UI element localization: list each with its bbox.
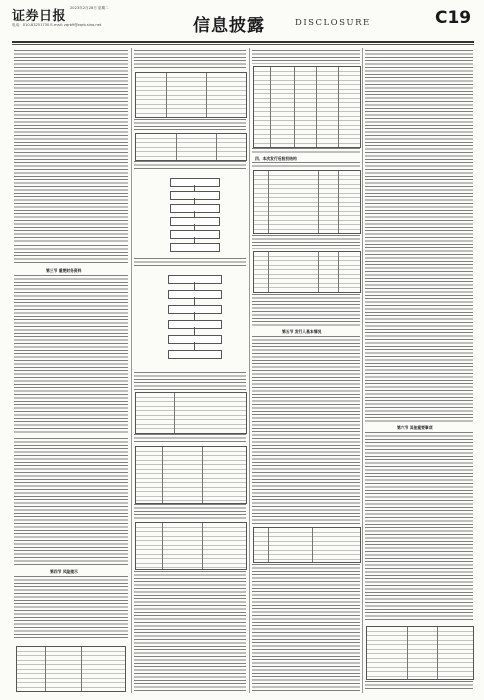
data-table (253, 66, 361, 148)
text-block (252, 336, 360, 524)
section-heading: 第五节 发行人基本情况 (282, 329, 322, 334)
section-heading: 第六节 其他重要事项 (397, 425, 433, 430)
masthead (0, 0, 484, 44)
newspaper-logo: 证券日报 (12, 9, 67, 24)
text-block (134, 434, 246, 444)
column-divider (249, 48, 250, 693)
text-block (14, 245, 128, 265)
text-block (252, 162, 360, 168)
column-divider (131, 48, 132, 693)
flow-chart-node (168, 335, 222, 344)
page-number: C19 (435, 8, 472, 28)
data-table (253, 527, 361, 563)
data-table (135, 392, 247, 434)
text-block (134, 258, 246, 268)
flow-chart-node (168, 305, 222, 314)
section-heading: 第三节 重要财务资料 (46, 268, 82, 273)
text-block (252, 50, 360, 64)
column-divider (362, 48, 363, 693)
flow-chart-node (170, 243, 220, 252)
text-block (134, 571, 246, 691)
text-block (365, 50, 473, 422)
text-block (14, 438, 128, 566)
flow-chart-node (170, 217, 220, 226)
flow-chart-node (168, 320, 222, 329)
text-block (252, 148, 360, 154)
text-block (134, 504, 246, 520)
text-block (252, 294, 360, 326)
data-table (253, 170, 361, 234)
flow-chart-node (170, 230, 220, 239)
flow-chart-node (168, 290, 222, 299)
data-table (135, 446, 247, 504)
header-rule-thin (12, 44, 474, 45)
contact-line: 电话：010-83251730 E-mail: zqrb9@zqrb.sina.net (12, 23, 102, 27)
text-block (365, 432, 473, 622)
data-table (16, 646, 126, 692)
text-block (252, 564, 360, 692)
text-block (134, 50, 246, 70)
text-block (14, 275, 128, 435)
data-table (253, 251, 361, 293)
section-title: 信息披露 (193, 16, 265, 36)
flow-chart-node (168, 350, 222, 359)
issue-date: 2023年2月28日 星期二 (70, 6, 109, 10)
text-block (14, 576, 128, 640)
section-title-en: DISCLOSURE (295, 18, 371, 28)
flow-chart-node (170, 178, 220, 187)
flow-chart-node (168, 275, 222, 284)
header-rule (12, 41, 474, 43)
text-block (134, 161, 246, 171)
data-table (366, 626, 474, 680)
text-block (365, 681, 473, 691)
flow-chart-node (170, 204, 220, 213)
text-block (14, 50, 128, 242)
data-table (135, 72, 247, 118)
text-block (252, 235, 360, 249)
data-table (135, 133, 247, 161)
section-heading: 第四节 风险提示 (50, 569, 78, 574)
text-block (134, 372, 246, 390)
data-table (135, 522, 247, 570)
section-heading: 四、本次发行后股权结构 (255, 156, 297, 161)
flow-chart-node (170, 191, 220, 200)
text-block (134, 119, 246, 131)
